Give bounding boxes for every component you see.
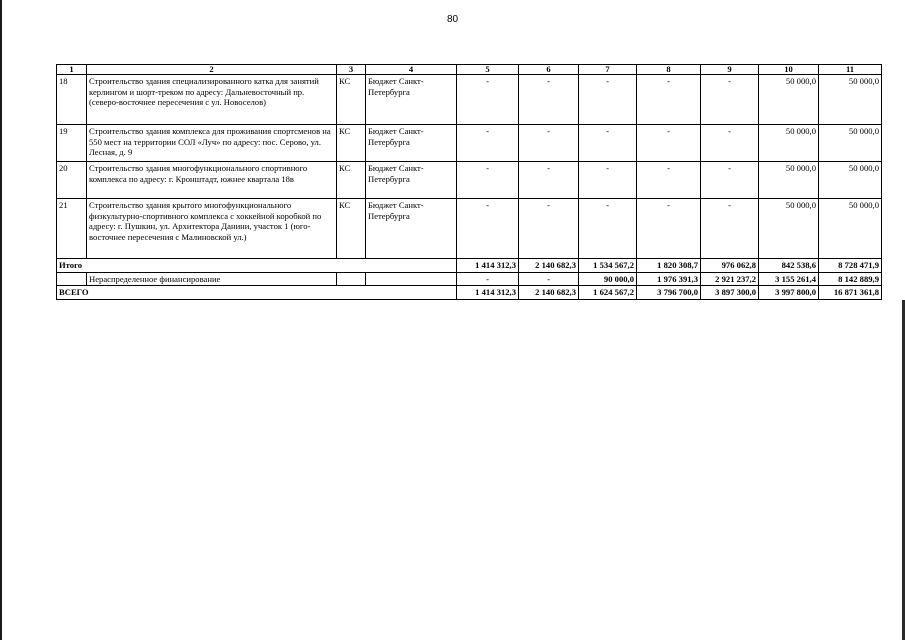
- work-type: КС: [337, 125, 366, 162]
- vsego-col9: 3 897 300,0: [701, 286, 759, 300]
- value-col9: -: [701, 162, 759, 199]
- header-cell: 2: [87, 65, 337, 75]
- itogo-col11: 8 728 471,9: [819, 259, 882, 273]
- value-col7: -: [579, 125, 637, 162]
- header-cell: 9: [701, 65, 759, 75]
- vsego-label: ВСЕГО: [57, 286, 457, 300]
- value-col10: 50 000,0: [759, 75, 819, 125]
- table-row: [57, 199, 882, 259]
- work-type: КС: [337, 162, 366, 199]
- header-cell: 5: [457, 65, 519, 75]
- header-cell: 10: [759, 65, 819, 75]
- unallocated-col5: -: [457, 272, 519, 286]
- value-col5: -: [457, 162, 519, 199]
- row-number: 20: [57, 162, 87, 199]
- work-type: КС: [337, 199, 366, 259]
- unallocated-col8: 1 976 391,3: [637, 272, 701, 286]
- vsego-col7: 1 624 567,2: [579, 286, 637, 300]
- value-col11: 50 000,0: [819, 162, 882, 199]
- value-col10: 50 000,0: [759, 162, 819, 199]
- vsego-col6: 2 140 682,3: [519, 286, 579, 300]
- itogo-row: [57, 259, 882, 273]
- financing-table: [56, 64, 882, 300]
- itogo-col7: 1 534 567,2: [579, 259, 637, 273]
- value-col11: 50 000,0: [819, 199, 882, 259]
- header-cell: 6: [519, 65, 579, 75]
- value-col11: 50 000,0: [819, 125, 882, 162]
- object-name: Строительство здания комплекса для проживания спортсменов на 550 мест на территории СОЛ «Луч» по адресу: пос. Серово, ул. Лесная, д. 9: [87, 125, 337, 162]
- itogo-col10: 842 538,6: [759, 259, 819, 273]
- funding-source: Бюджет Санкт-Петербурга: [366, 125, 457, 162]
- unallocated-row: [57, 272, 882, 286]
- value-col5: -: [457, 75, 519, 125]
- value-col8: -: [637, 162, 701, 199]
- value-col6: -: [519, 125, 579, 162]
- value-col10: 50 000,0: [759, 199, 819, 259]
- value-col5: -: [457, 125, 519, 162]
- header-cell: 4: [366, 65, 457, 75]
- itogo-col9: 976 062,8: [701, 259, 759, 273]
- value-col6: -: [519, 75, 579, 125]
- object-name: Строительство здания крытого многофункционального физкультурно-спортивного комплекса с хоккейной коробкой по адресу: г. Пушкин, ул. Архитектора Данини, участок 1 (юго-восточнее пересечения с Малиновской ул.): [87, 199, 337, 259]
- value-col7: -: [579, 162, 637, 199]
- table-row: [57, 125, 882, 162]
- value-col6: -: [519, 199, 579, 259]
- value-col9: -: [701, 75, 759, 125]
- vsego-col5: 1 414 312,3: [457, 286, 519, 300]
- unallocated-label: Нераспределенное финансирование: [87, 272, 337, 286]
- vsego-col8: 3 796 700,0: [637, 286, 701, 300]
- value-col7: -: [579, 199, 637, 259]
- funding-source: Бюджет Санкт-Петербурга: [366, 162, 457, 199]
- itogo-col8: 1 820 308,7: [637, 259, 701, 273]
- table-row: [57, 162, 882, 199]
- value-col8: -: [637, 199, 701, 259]
- row-number: 21: [57, 199, 87, 259]
- value-col10: 50 000,0: [759, 125, 819, 162]
- value-col5: -: [457, 199, 519, 259]
- table-row: [57, 75, 882, 125]
- unallocated-col10: 3 155 261,4: [759, 272, 819, 286]
- value-col6: -: [519, 162, 579, 199]
- itogo-col5: 1 414 312,3: [457, 259, 519, 273]
- header-cell: 11: [819, 65, 882, 75]
- unallocated-col9: 2 921 237,2: [701, 272, 759, 286]
- row-number: 18: [57, 75, 87, 125]
- header-cell: 7: [579, 65, 637, 75]
- value-col9: -: [701, 125, 759, 162]
- funding-source: Бюджет Санкт-Петербурга: [366, 75, 457, 125]
- unallocated-col11: 8 142 889,9: [819, 272, 882, 286]
- value-col7: -: [579, 75, 637, 125]
- vsego-row: [57, 286, 882, 300]
- page-number: 80: [446, 14, 459, 25]
- itogo-col6: 2 140 682,3: [519, 259, 579, 273]
- unallocated-col6: -: [519, 272, 579, 286]
- vsego-col11: 16 871 361,8: [819, 286, 882, 300]
- work-type: КС: [337, 75, 366, 125]
- row-number: 19: [57, 125, 87, 162]
- scan-edge-left: [0, 0, 2, 640]
- value-col8: -: [637, 75, 701, 125]
- empty-cell: [57, 272, 87, 286]
- object-name: Строительство здания многофункционального спортивного комплекса по адресу: г. Кронштадт, южнее квартала 18в: [87, 162, 337, 199]
- value-col9: -: [701, 199, 759, 259]
- value-col11: 50 000,0: [819, 75, 882, 125]
- unallocated-col7: 90 000,0: [579, 272, 637, 286]
- value-col8: -: [637, 125, 701, 162]
- header-cell: 3: [337, 65, 366, 75]
- header-cell: 8: [637, 65, 701, 75]
- object-name: Строительство здания специализированного катка для занятий керлингом и шорт-треком по адресу: Дальневосточный пр. (северо-восточнее пересечения с ул. Новоселов): [87, 75, 337, 125]
- vsego-col10: 3 997 800,0: [759, 286, 819, 300]
- header-row: [57, 65, 882, 75]
- itogo-label: Итого: [57, 259, 457, 273]
- empty-cell: [337, 272, 366, 286]
- empty-cell: [366, 272, 457, 286]
- funding-source: Бюджет Санкт-Петербурга: [366, 199, 457, 259]
- header-cell: 1: [57, 65, 87, 75]
